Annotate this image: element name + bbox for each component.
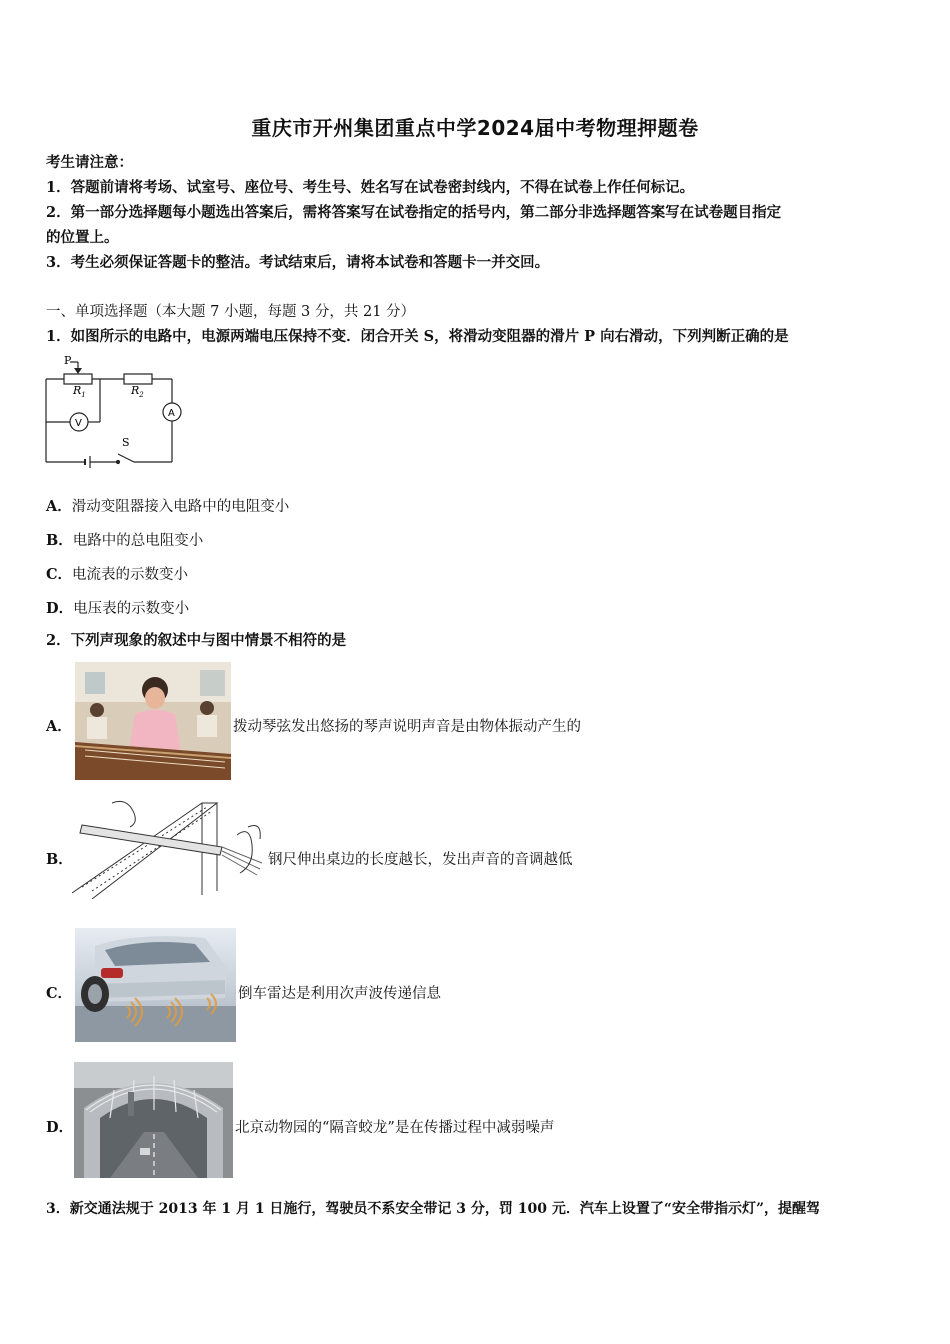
- notice-item-2: 2．第一部分选择题每小题选出答案后，需将答案写在试卷指定的括号内，第二部分非选择题答案写在试卷题目指定: [46, 204, 782, 221]
- notice-item-2-cont: 的位置上。: [46, 229, 119, 246]
- circuit-label-r2: $R_2$: [131, 384, 144, 399]
- exam-title: 重庆市开州集团重点中学2024届中考物理押题卷: [251, 116, 699, 140]
- q1-option-d: [46, 597, 189, 618]
- q2-option-c-text: 倒车雷达是利用次声波传递信息: [238, 986, 441, 1002]
- switch-label: S: [122, 436, 130, 449]
- ruler-drawing: [72, 795, 267, 899]
- noise-barrier-photo: [74, 1062, 233, 1178]
- notice-heading: 考生请注意：: [46, 154, 133, 171]
- section-heading: 一、单项选择题（本大题 7 小题，每题 3 分，共 21 分）: [46, 304, 416, 320]
- option-label: D．: [46, 600, 74, 617]
- notice-item-3: 3．考生必须保证答题卡的整洁。考试结束后，请将本试卷和答题卡一并交回。: [46, 254, 550, 271]
- option-label: C．: [46, 985, 73, 1002]
- q2-option-c: [46, 982, 72, 1003]
- option-label: C．: [46, 566, 73, 583]
- circuit-label-p: P: [64, 354, 72, 367]
- q2-option-b: [46, 848, 73, 869]
- option-label: D．: [46, 1119, 74, 1136]
- option-text: 电压表的示数变小: [73, 601, 190, 617]
- q1-option-c: [46, 563, 188, 584]
- q2-option-d-text: 北京动物园的“隔音蛟龙”是在传播过程中减弱噪声: [235, 1120, 555, 1136]
- option-label: A．: [46, 498, 72, 515]
- notice-item-1: 1．答题前请将考场、试室号、座位号、考生号、姓名写在试卷密封线内，不得在试卷上作任何标记。: [46, 179, 695, 196]
- option-label: B．: [46, 532, 73, 549]
- q2-option-b-text: 钢尺伸出桌边的长度越长，发出声音的音调越低: [268, 852, 573, 868]
- circuit-diagram: [40, 352, 190, 472]
- option-text: 电流表的示数变小: [72, 567, 189, 583]
- option-text: 电路中的总电阻变小: [72, 533, 204, 549]
- ammeter-label: A: [168, 408, 175, 419]
- q2-option-d: [46, 1116, 73, 1137]
- q2-option-a-text: 拨动琴弦发出悠扬的琴声说明声音是由物体振动产生的: [233, 719, 581, 735]
- guzheng-photo: [75, 662, 231, 780]
- voltmeter-label: V: [75, 418, 82, 429]
- reverse-radar-photo: [75, 928, 236, 1042]
- option-label: B．: [46, 851, 73, 868]
- q2-option-a: [46, 715, 72, 736]
- circuit-label-r1: $R_1$: [73, 384, 86, 399]
- q1-option-a: [46, 495, 289, 516]
- question-3-stem: 3．新交通法规于 2013 年 1 月 1 日施行，驾驶员不系安全带记 3 分，罚 100 元．汽车上设置了“安全带指示灯”，提醒驾: [46, 1201, 820, 1217]
- option-label: A．: [46, 718, 72, 735]
- question-2-stem: 2．下列声现象的叙述中与图中情景不相符的是: [46, 632, 347, 649]
- question-1-stem: 1．如图所示的电路中，电源两端电压保持不变．闭合开关 S，将滑动变阻器的滑片 P 向右滑动，下列判断正确的是: [46, 328, 789, 345]
- q1-option-b: [46, 529, 203, 550]
- option-text: 滑动变阻器接入电路中的电阻变小: [71, 499, 290, 515]
